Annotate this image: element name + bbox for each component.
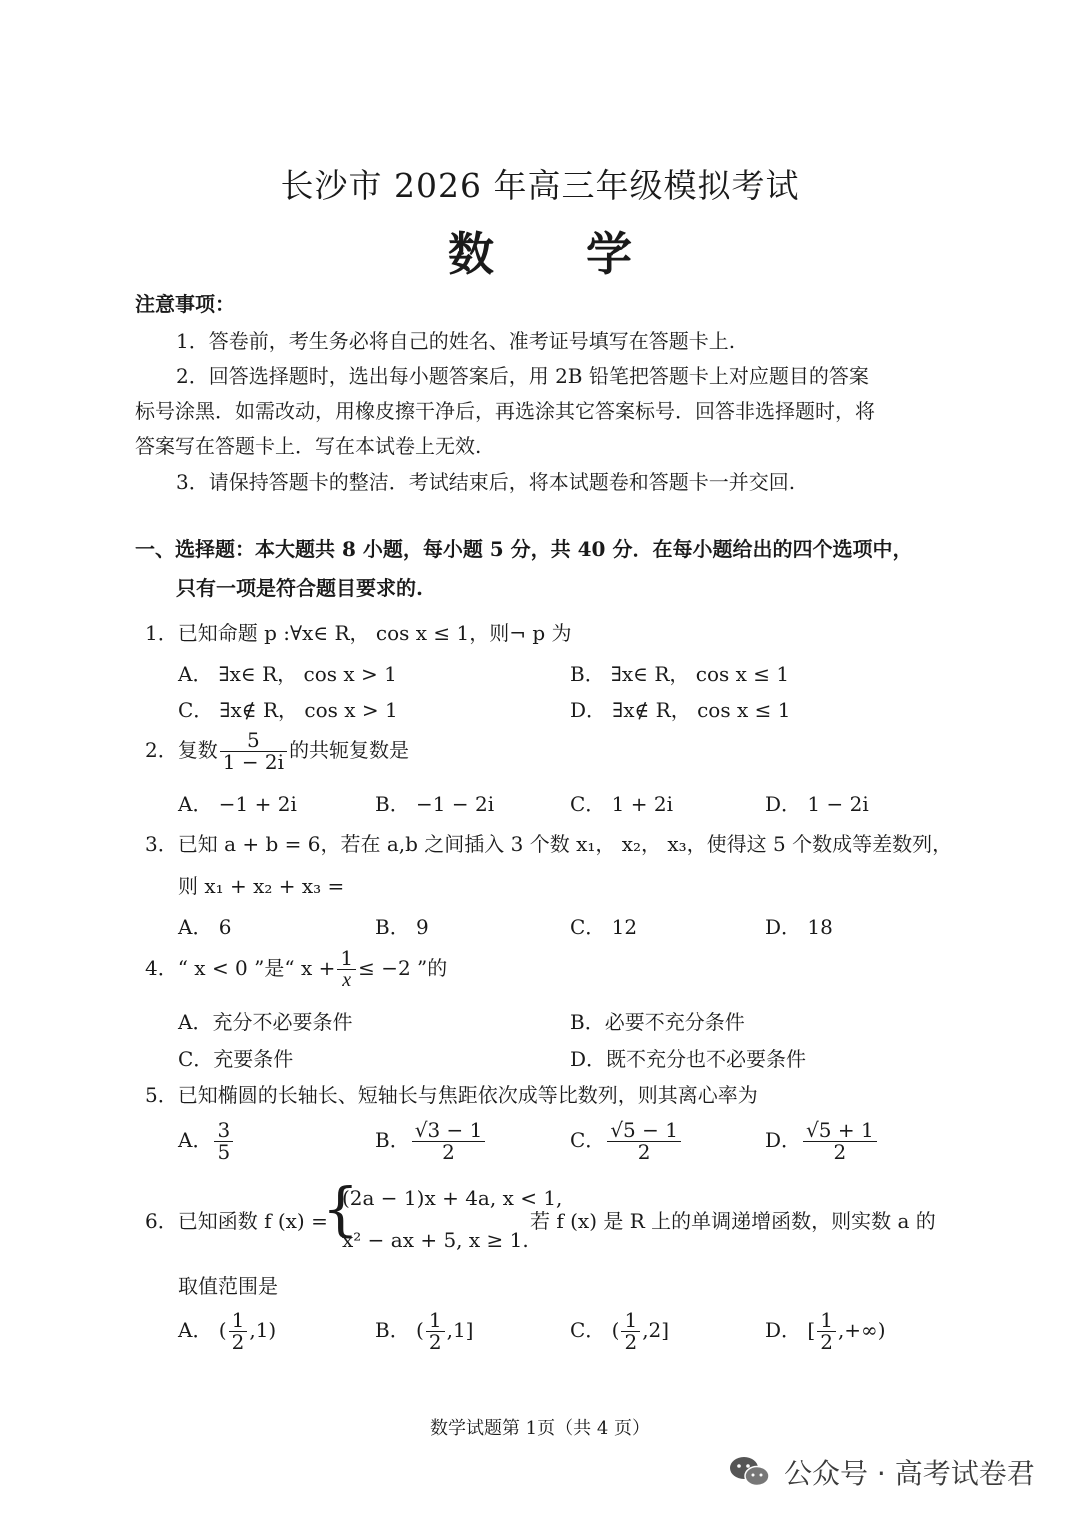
q5-b-num: √3 − 1 — [412, 1120, 486, 1142]
q6-d-den: 2 — [820, 1330, 833, 1354]
q6-option-b-label: B． ( — [375, 1318, 424, 1342]
subject-title: 数 学 — [448, 227, 632, 281]
q6-option-a — [178, 1310, 276, 1353]
q5-a-den: 5 — [217, 1140, 231, 1164]
q6-option-c-label: C． ( — [570, 1318, 620, 1342]
q6-option-c-tail: ,2] — [642, 1318, 670, 1342]
q5-option-d-fraction — [803, 1120, 877, 1163]
q5-d-num: √5 + 1 — [803, 1120, 877, 1142]
q5-option-a — [178, 1120, 235, 1163]
watermark — [728, 1452, 1035, 1492]
q6-option-b-fraction — [426, 1310, 445, 1353]
q5-a-num: 3 — [214, 1120, 233, 1142]
section-heading-line-2: 只有一项是符合题目要求的. — [176, 576, 423, 600]
q2-fraction — [220, 730, 287, 773]
q6-case-1: (2a − 1)x + 4a, x < 1, — [342, 1186, 563, 1210]
q6-option-a-tail: ,1) — [249, 1318, 277, 1342]
q6-d-num: 1 — [817, 1310, 836, 1332]
q5-option-d-label: D． — [765, 1128, 802, 1152]
q6-b-num: 1 — [426, 1310, 445, 1332]
q5-option-b-label: B． — [375, 1128, 410, 1152]
q4-fraction-num: 1 — [337, 948, 356, 970]
q5-option-a-label: A． — [178, 1128, 213, 1152]
q6-option-d-fraction — [817, 1310, 836, 1353]
q4-option-c: C．充要条件 — [178, 1047, 294, 1071]
q5-option-d — [765, 1120, 879, 1163]
q2-option-c: C． 1 + 2i — [570, 792, 673, 816]
q2-suffix: 的共轭复数是 — [289, 738, 410, 762]
q6-c-num: 1 — [621, 1310, 640, 1332]
q5-option-b — [375, 1120, 487, 1163]
q6-option-a-label: A． ( — [178, 1318, 227, 1342]
q4-stem — [145, 948, 447, 991]
q1-option-a: A． ∃x∈ R， cos x > 1 — [178, 662, 397, 686]
q6-option-d-label: D． [ — [765, 1318, 816, 1342]
q6-option-d — [765, 1310, 886, 1353]
q5-d-den: 2 — [833, 1140, 847, 1164]
wechat-icon — [728, 1454, 772, 1490]
note-2-line-1: 2．回答选择题时，选出每小题答案后，用 2B 铅笔把答题卡上对应题目的答案 — [176, 364, 869, 388]
q2-option-b: B． −1 − 2i — [375, 792, 495, 816]
q2-fraction-den: 1 − 2i — [222, 750, 285, 774]
q4-option-d: D．既不充分也不必要条件 — [570, 1047, 807, 1071]
q4-prefix: 4．“ x < 0 ”是“ x + — [145, 956, 336, 980]
q3-option-b: B． 9 — [375, 915, 429, 939]
q2-option-a: A． −1 + 2i — [178, 792, 297, 816]
q6-b-den: 2 — [428, 1330, 442, 1354]
q4-fraction-den: x — [342, 969, 352, 991]
q6-option-c-fraction — [621, 1310, 640, 1353]
q3-option-c: C． 12 — [570, 915, 638, 939]
note-2-line-3: 答案写在答题卡上．写在本试卷上无效. — [135, 434, 482, 458]
note-3: 3．请保持答题卡的整洁．考试结束后，将本试题卷和答题卡一并交回. — [176, 470, 796, 494]
q3-stem-2: 则 x₁ + x₂ + x₃ = — [178, 874, 345, 898]
q5-c-num: √5 − 1 — [607, 1120, 681, 1142]
q6-option-c — [570, 1310, 669, 1353]
q1-option-b: B． ∃x∈ R， cos x ≤ 1 — [570, 662, 790, 686]
exam-title: 长沙市 2026 年高三年级模拟考试 — [280, 166, 800, 205]
q5-b-den: 2 — [442, 1140, 455, 1164]
q5-option-c-label: C． — [570, 1128, 606, 1152]
q1-stem: 1．已知命题 p :∀x∈ R， cos x ≤ 1，则¬ p 为 — [145, 621, 572, 645]
q5-c-den: 2 — [637, 1140, 651, 1164]
q3-option-d: D． 18 — [765, 915, 833, 939]
q4-option-b: B．必要不充分条件 — [570, 1010, 745, 1034]
q4-fraction — [337, 948, 356, 991]
q2-option-d: D． 1 − 2i — [765, 792, 869, 816]
q6-option-a-fraction — [229, 1310, 248, 1353]
q5-option-c — [570, 1120, 683, 1163]
watermark-text: 公众号 · 高考试卷君 — [784, 1457, 1035, 1490]
note-2-line-2: 标号涂黑．如需改动，用橡皮擦干净后，再选涂其它答案标号．回答非选择题时，将 — [135, 399, 875, 423]
notes-heading: 注意事项： — [135, 292, 235, 316]
q4-suffix: ≤ −2 ”的 — [358, 956, 448, 980]
q2-stem — [145, 730, 409, 773]
q1-option-d: D． ∃x∉ R， cos x ≤ 1 — [570, 698, 791, 722]
q6-case-2: x² − ax + 5, x ≥ 1. — [342, 1228, 529, 1252]
q6-brace: { — [322, 1175, 359, 1243]
q6-option-b-tail: ,1] — [446, 1318, 474, 1342]
q6-stem-2: 取值范围是 — [178, 1274, 278, 1298]
note-1: 1．答卷前，考生务必将自己的姓名、准考证号填写在答题卡上. — [176, 329, 736, 353]
q5-option-b-fraction — [412, 1120, 486, 1163]
q2-prefix: 2．复数 — [145, 738, 218, 762]
page-footer: 数学试题第 1页（共 4 页） — [429, 1418, 651, 1439]
q3-option-a: A． 6 — [178, 915, 232, 939]
q5-option-a-fraction — [214, 1120, 233, 1163]
q6-suffix: 若 f (x) 是 R 上的单调递增函数，则实数 a 的 — [530, 1209, 936, 1233]
q1-option-c: C． ∃x∉ R， cos x > 1 — [178, 698, 398, 722]
q6-option-d-tail: ,+∞) — [837, 1318, 886, 1342]
q6-option-b — [375, 1310, 473, 1353]
q6-c-den: 2 — [624, 1330, 638, 1354]
q2-fraction-num: 5 — [220, 730, 287, 752]
q6-a-num: 1 — [229, 1310, 248, 1332]
q6-prefix: 6．已知函数 f (x) = — [145, 1209, 328, 1233]
section-heading-line-1: 一、选择题：本大题共 8 小题，每小题 5 分，共 40 分．在每小题给出的四个选项中， — [135, 537, 913, 561]
q5-option-c-fraction — [607, 1120, 681, 1163]
q5-stem: 5．已知椭圆的长轴长、短轴长与焦距依次成等比数列，则其离心率为 — [145, 1083, 758, 1107]
q6-a-den: 2 — [231, 1330, 245, 1354]
q4-option-a: A．充分不必要条件 — [178, 1010, 353, 1034]
q3-stem: 3．已知 a + b = 6，若在 a,b 之间插入 3 个数 x₁， x₂， x₃，使得这 5 个数成等差数列， — [145, 832, 953, 856]
